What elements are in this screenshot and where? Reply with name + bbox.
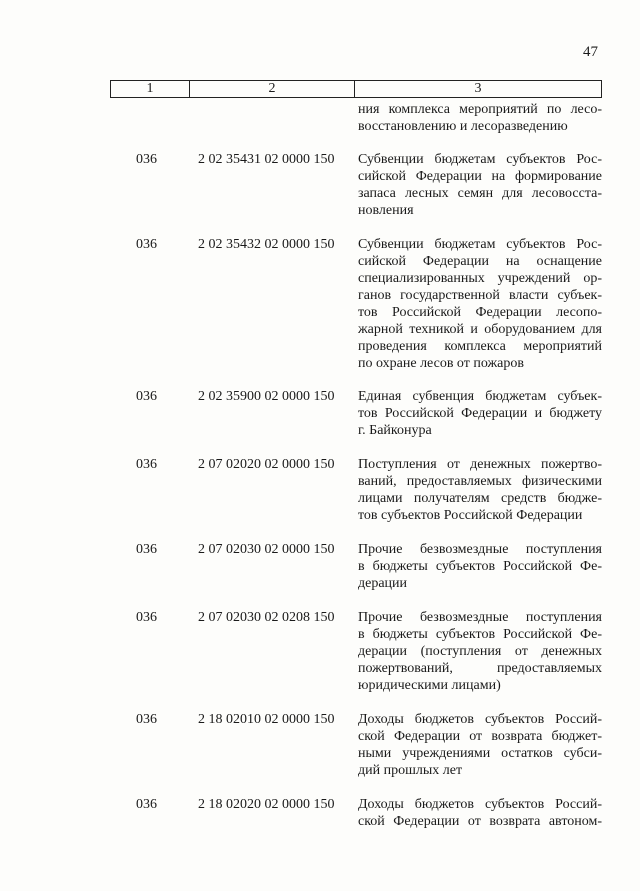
admin-code: 036 [136,237,157,252]
desc-line: ваний, предоставляемых физическими [358,474,602,489]
desc-line: г. Байконура [358,423,432,438]
desc-line: проведения комплекса мероприятий [358,339,602,354]
desc-line: дерации [358,576,408,591]
carryover-line: ния комплекса мероприятий по лесо- [358,102,602,117]
desc-line: сийской Федерации на оснащение [358,254,602,269]
desc-line: ской Федерации от возврата бюджет- [358,729,602,744]
desc-line: новления [358,203,414,218]
header-col-1: 1 [111,81,190,97]
kbk-code: 2 02 35431 02 0000 150 [198,152,335,167]
kbk-code: 2 02 35900 02 0000 150 [198,389,335,404]
desc-line: тов субъектов Российской Федерации [358,508,583,523]
row-description [358,541,602,592]
table-header [110,80,602,98]
desc-line: ными учреждениями остатков субси- [358,746,602,761]
desc-line: жарной техникой и оборудованием для [358,322,602,337]
desc-line: Субвенции бюджетам субъектов Рос- [358,152,602,167]
row-description [358,796,602,830]
admin-code: 036 [136,712,157,727]
desc-line: Доходы бюджетов субъектов Россий- [358,797,602,812]
desc-line: Доходы бюджетов субъектов Россий- [358,712,602,727]
desc-line: по охране лесов от пожаров [358,356,525,371]
row-description [358,236,602,372]
kbk-code: 2 07 02030 02 0000 150 [198,542,335,557]
admin-code: 036 [136,542,157,557]
desc-line: Прочие безвозмездные поступления [358,542,602,557]
kbk-code: 2 18 02020 02 0000 150 [198,797,335,812]
row-description [358,388,602,439]
admin-code: 036 [136,152,157,167]
desc-line: ской Федерации от возврата автоном- [358,814,602,829]
admin-code: 036 [136,610,157,625]
admin-code: 036 [136,457,157,472]
desc-line: юридическими лицами) [358,678,501,693]
page-number: 47 [583,44,598,60]
desc-line: пожертвований, предоставляемых [358,661,602,676]
desc-line: тов Российской Федерации и бюджету [358,406,602,421]
kbk-code: 2 18 02010 02 0000 150 [198,712,335,727]
admin-code: 036 [136,797,157,812]
desc-line: дий прошлых лет [358,763,463,778]
desc-line: запаса лесных семян для лесовосста- [358,186,602,201]
desc-line: в бюджеты субъектов Российской Фе- [358,627,602,642]
desc-line: специализированных учреждений ор- [358,271,602,286]
row-description [358,151,602,219]
row-description [358,609,602,694]
row-description [358,711,602,779]
desc-line: Субвенции бюджетам субъектов Рос- [358,237,602,252]
desc-line: тов Российской Федерации лесопо- [358,305,602,320]
kbk-code: 2 07 02030 02 0208 150 [198,610,335,625]
desc-line: лицами получателям средств бюдже- [358,491,602,506]
header-col-3: 3 [474,81,482,96]
desc-line: Поступления от денежных пожертво- [358,457,602,472]
carryover-text [358,101,602,135]
row-description [358,456,602,524]
kbk-code: 2 07 02020 02 0000 150 [198,457,335,472]
desc-line: сийской Федерации на формирование [358,169,602,184]
desc-line: Прочие безвозмездные поступления [358,610,602,625]
desc-line: ганов государственной власти субъек- [358,288,602,303]
desc-line: в бюджеты субъектов Российской Фе- [358,559,602,574]
desc-line: дерации (поступления от денежных [358,644,602,659]
carryover-line: восстановлению и лесоразведению [358,119,568,134]
header-col-2: 2 [190,81,355,97]
admin-code: 036 [136,389,157,404]
desc-line: Единая субвенция бюджетам субъек- [358,389,602,404]
kbk-code: 2 02 35432 02 0000 150 [198,237,335,252]
